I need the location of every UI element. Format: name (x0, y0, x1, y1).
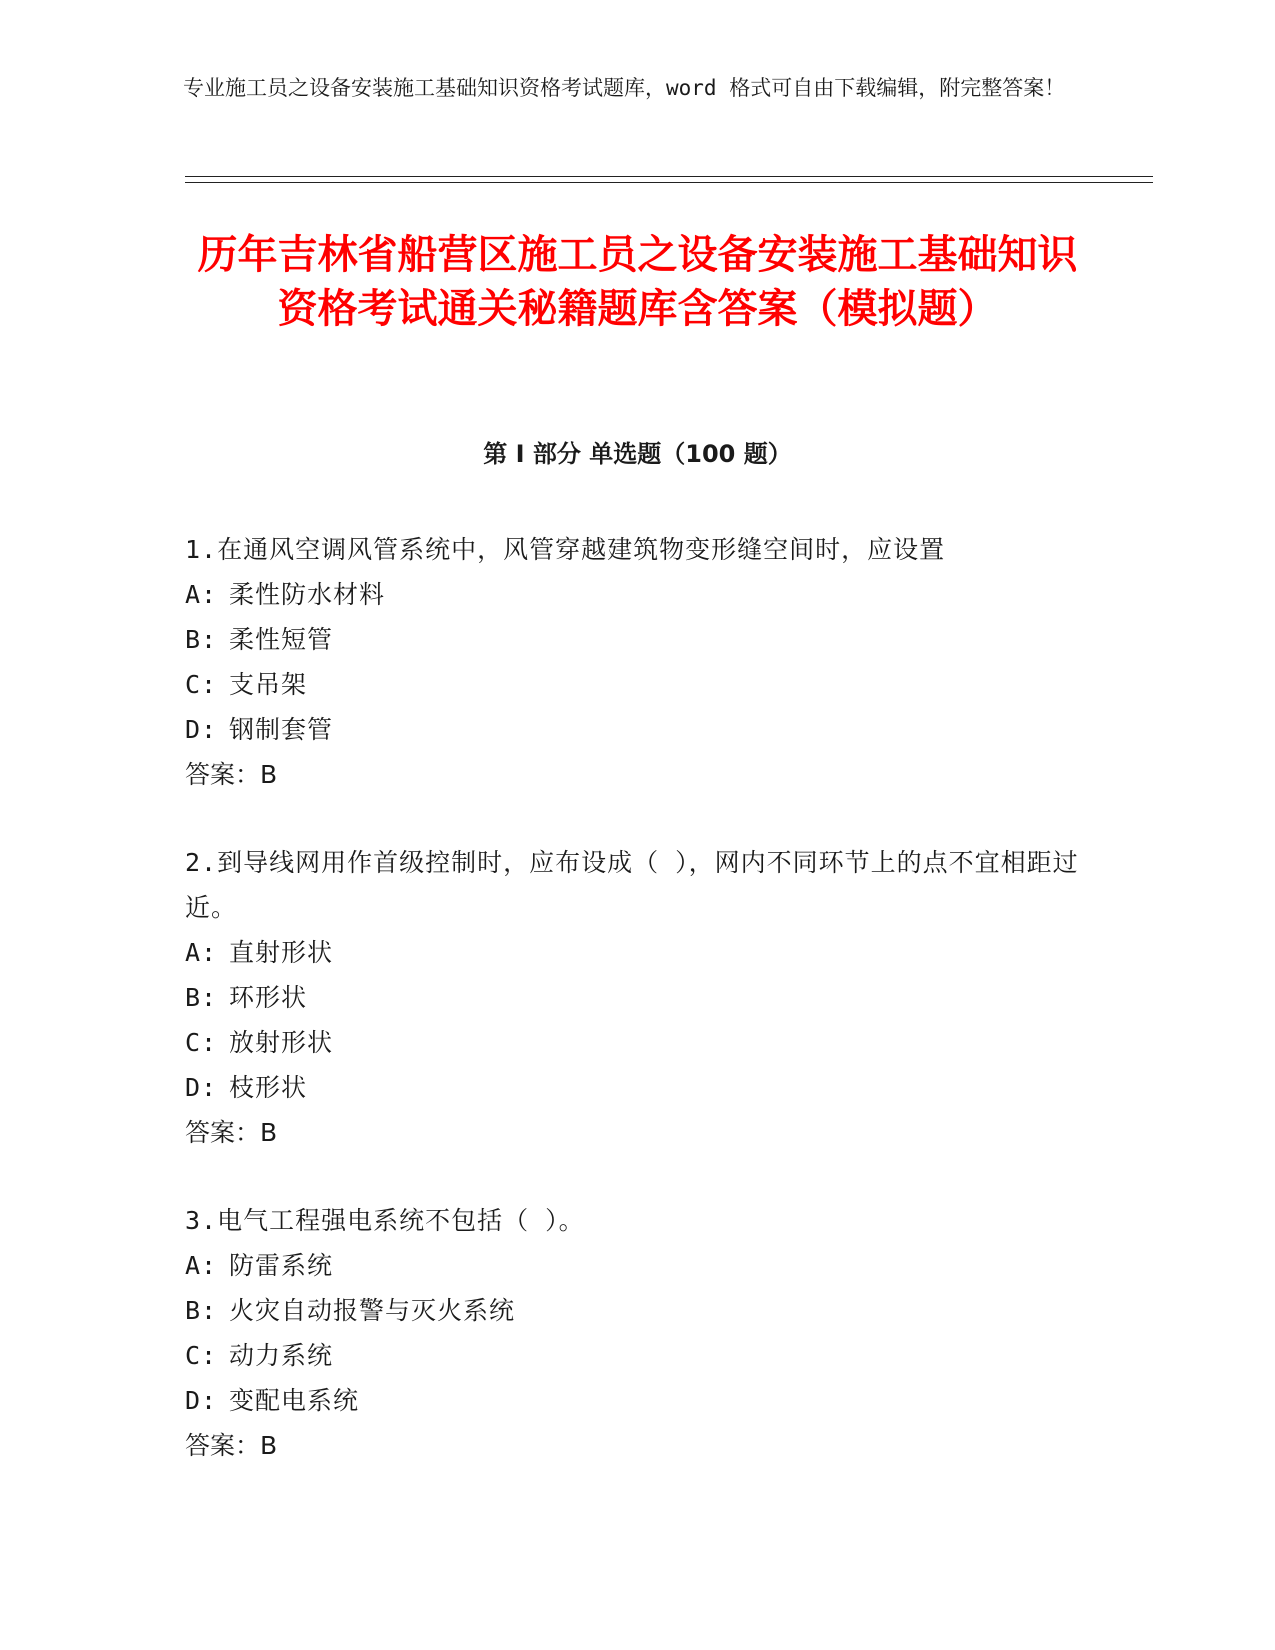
option-letter: C: (185, 1028, 218, 1057)
option-text: 直射形状 (229, 938, 334, 967)
option-a (185, 572, 1085, 617)
document-title: 历年吉林省船营区施工员之设备安装施工基础知识资格考试通关秘籍题库含答案（模拟题） (197, 232, 1078, 332)
question-item (185, 840, 1085, 1155)
option-letter: D: (185, 1073, 218, 1102)
option-d (185, 1378, 1085, 1423)
option-text: 柔性短管 (229, 625, 334, 654)
option-text: 钢制套管 (229, 715, 334, 744)
option-c (185, 1020, 1085, 1065)
option-text: 防雷系统 (229, 1251, 334, 1280)
question-stem: 2.到导线网用作首级控制时，应布设成（ ），网内不同环节上的点不宜相距过近。 (185, 848, 1079, 922)
section-title: 第 I 部分 单选题（100 题） (483, 440, 792, 468)
question-item (185, 527, 1085, 797)
option-text: 枝形状 (229, 1073, 308, 1102)
option-b (185, 975, 1085, 1020)
option-text: 放射形状 (229, 1028, 334, 1057)
option-b (185, 617, 1085, 662)
header-rule-top (185, 176, 1153, 177)
answer-line: 答案：B (185, 1118, 278, 1147)
answer-line: 答案：B (185, 1431, 278, 1460)
option-letter: B: (185, 983, 218, 1012)
header-note: 专业施工员之设备安装施工基础知识资格考试题库，word 格式可自由下载编辑，附完整答案！ (183, 76, 1066, 100)
option-a (185, 1243, 1085, 1288)
question-item (185, 1198, 1085, 1468)
option-c (185, 1333, 1085, 1378)
option-a (185, 930, 1085, 975)
question-stem: 1.在通风空调风管系统中，风管穿越建筑物变形缝空间时，应设置 (185, 535, 946, 564)
option-b (185, 1288, 1085, 1333)
option-text: 环形状 (229, 983, 308, 1012)
option-letter: C: (185, 1341, 218, 1370)
option-letter: A: (185, 580, 218, 609)
option-letter: A: (185, 938, 218, 967)
option-letter: C: (185, 670, 218, 699)
option-text: 柔性防水材料 (229, 580, 386, 609)
option-text: 变配电系统 (229, 1386, 360, 1415)
question-stem: 3.电气工程强电系统不包括（ ）。 (185, 1206, 585, 1235)
option-d (185, 707, 1085, 752)
option-letter: D: (185, 715, 218, 744)
option-text: 动力系统 (229, 1341, 334, 1370)
option-letter: A: (185, 1251, 218, 1280)
option-letter: B: (185, 1296, 218, 1325)
option-text: 火灾自动报警与灭火系统 (229, 1296, 516, 1325)
option-letter: B: (185, 625, 218, 654)
option-d (185, 1065, 1085, 1110)
option-text: 支吊架 (229, 670, 308, 699)
header-rule-bottom (185, 182, 1153, 183)
question-list (185, 527, 1085, 1511)
answer-line: 答案：B (185, 760, 278, 789)
option-letter: D: (185, 1386, 218, 1415)
option-c (185, 662, 1085, 707)
